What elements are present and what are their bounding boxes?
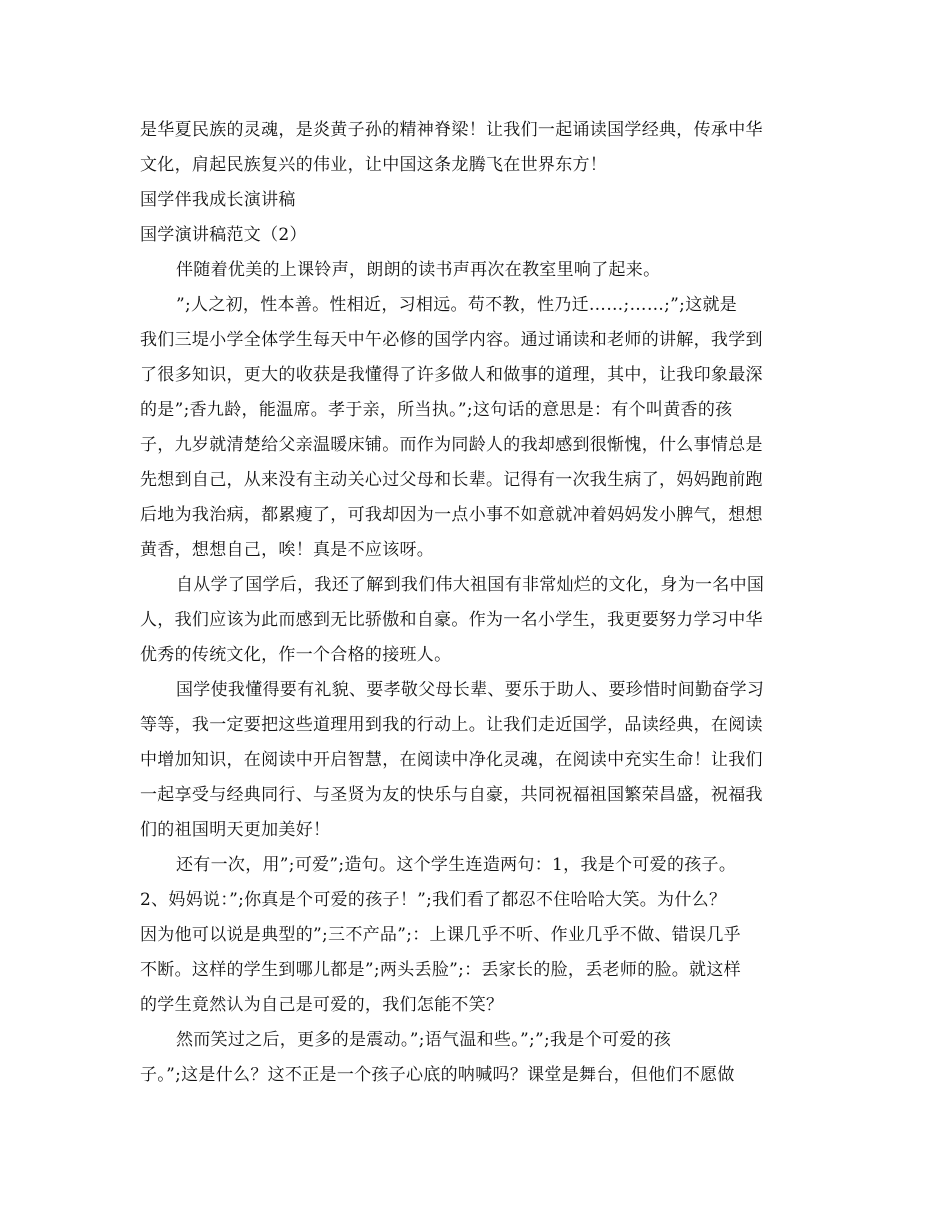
paragraph-start: 国学使我懂得要有礼貌、要孝敬父母长辈、要乐于助人、要珍惜时间勤奋学习	[176, 680, 765, 700]
text-line: 不断。这样的学生到哪儿都是”;两头丢脸”;：丢家长的脸，丢老师的脸。就这样	[140, 960, 741, 980]
paragraph-start: ”;人之初，性本善。性相近，习相远。苟不教，性乃迁……;……;”;这就是	[176, 295, 738, 315]
paragraph-start: 还有一次，用”;可爱”;造句。这个学生连造两句：1，我是个可爱的孩子。	[176, 855, 737, 875]
section-subtitle: 国学演讲稿范文（2）	[140, 225, 307, 245]
paragraph-start: 伴随着优美的上课铃声，朗朗的读书声再次在教室里响了起来。	[176, 260, 661, 280]
text-line: 的是”;香九龄，能温席。孝于亲，所当执。”;这句话的意思是：有个叫黄香的孩	[140, 400, 733, 420]
text-line: 因为他可以说是典型的”;三不产品”;：上课几乎不听、作业几乎不做、错误几乎	[140, 925, 741, 945]
text-line: 是华夏民族的灵魂，是炎黄子孙的精神脊梁！让我们一起诵读国学经典，传承中华	[140, 120, 763, 140]
text-line: 子，九岁就清楚给父亲温暖床铺。而作为同龄人的我却感到很惭愧，什么事情总是	[140, 435, 763, 455]
text-line: 我们三堤小学全体学生每天中午必修的国学内容。通过诵读和老师的讲解，我学到	[140, 330, 763, 350]
section-title: 国学伴我成长演讲稿	[140, 190, 296, 210]
text-line: 人，我们应该为此而感到无比骄傲和自豪。作为一名小学生，我更要努力学习中华	[140, 610, 763, 630]
document-page	[140, 113, 826, 1093]
text-line: 优秀的传统文化，作一个合格的接班人。	[140, 645, 452, 665]
text-line: 们的祖国明天更加美好！	[140, 820, 331, 840]
text-line: 一起享受与经典同行、与圣贤为友的快乐与自豪，共同祝福祖国繁荣昌盛，祝福我	[140, 785, 763, 805]
text-line: 中增加知识，在阅读中开启智慧，在阅读中净化灵魂，在阅读中充实生命！让我们	[140, 750, 763, 770]
text-line: 文化，肩起民族复兴的伟业，让中国这条龙腾飞在世界东方！	[140, 155, 608, 175]
text-line: 先想到自己，从来没有主动关心过父母和长辈。记得有一次我生病了，妈妈跑前跑	[140, 470, 763, 490]
text-line: 等等，我一定要把这些道理用到我的行动上。让我们走近国学，品读经典，在阅读	[140, 715, 763, 735]
text-line: 子。”;这是什么？这不正是一个孩子心底的呐喊吗？课堂是舞台，但他们不愿做	[140, 1065, 735, 1085]
text-line: 黄香，想想自己，唉！真是不应该呀。	[140, 540, 435, 560]
paragraph-start: 自从学了国学后，我还了解到我们伟大祖国有非常灿烂的文化，身为一名中国	[176, 575, 765, 595]
text-line: 的学生竟然认为自己是可爱的，我们怎能不笑？	[140, 995, 504, 1015]
text-line: 了很多知识，更大的收获是我懂得了许多做人和做事的道理，其中，让我印象最深	[140, 365, 763, 385]
paragraph-start: 然而笑过之后，更多的是震动。”;语气温和些。”;”;我是个可爱的孩	[176, 1030, 672, 1050]
text-line: 后地为我治病，都累瘦了，可我却因为一点小事不如意就冲着妈妈发小脾气，想想	[140, 505, 763, 525]
text-line: 2、妈妈说：”;你真是个可爱的孩子！”;我们看了都忍不住哈哈大笑。为什么？	[140, 890, 727, 910]
